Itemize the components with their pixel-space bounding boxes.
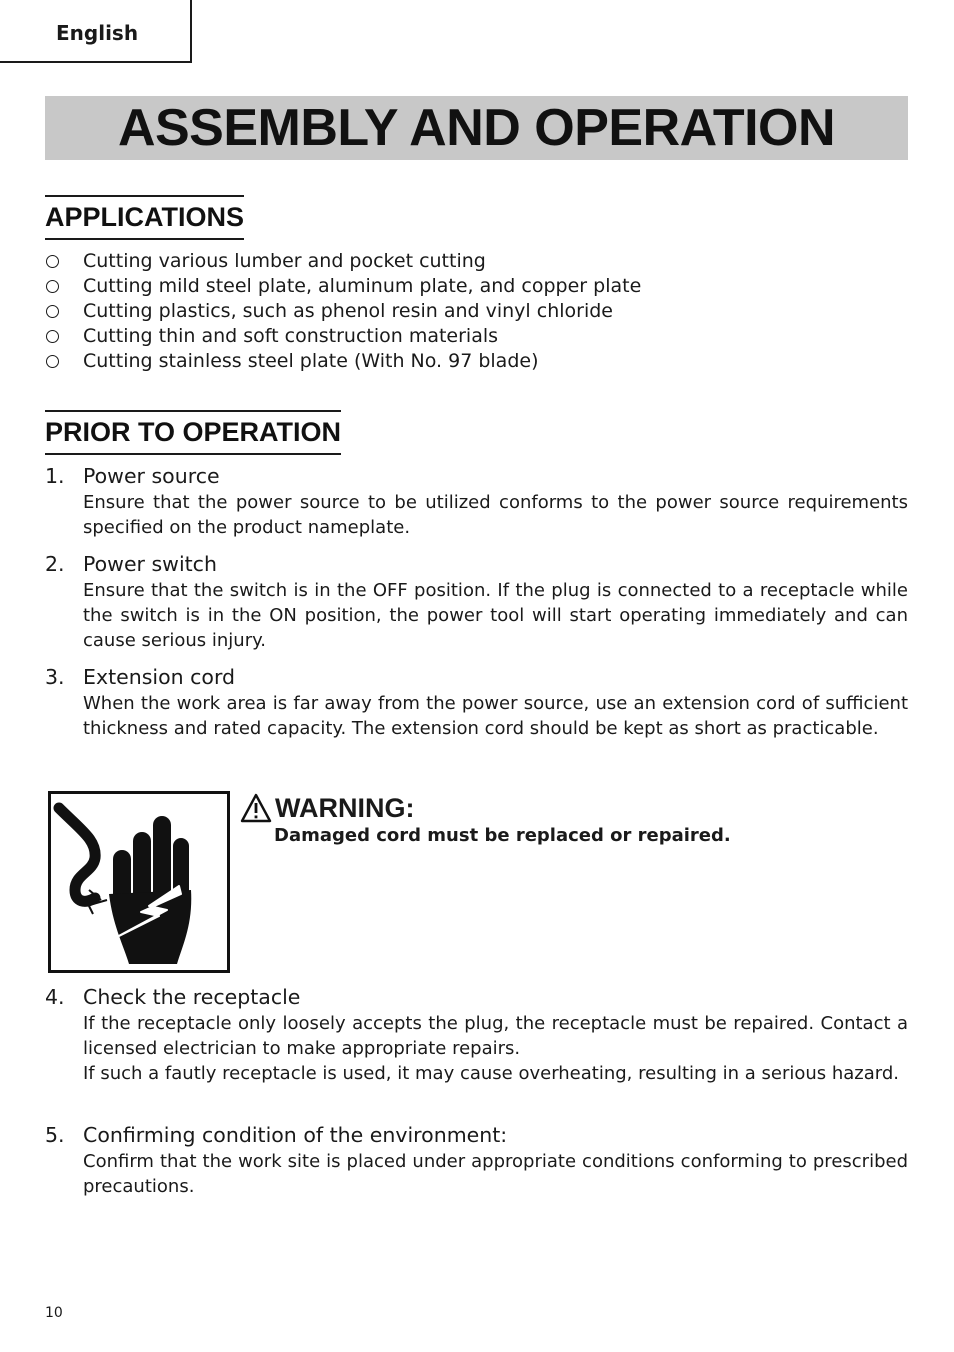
- list-item-text: Cutting mild steel plate, aluminum plate, and copper plate: [83, 275, 642, 297]
- list-item-text: Cutting various lumber and pocket cutting: [83, 250, 486, 272]
- item-number: 2.: [45, 552, 65, 576]
- warning-heading: [240, 792, 414, 824]
- item-paragraph: Confirm that the work site is placed under appropriate conditions conforming to prescribed precautions.: [83, 1151, 908, 1197]
- item-title: Extension cord: [83, 665, 236, 689]
- prior-to-operation-heading: PRIOR TO OPERATION: [45, 410, 341, 455]
- list-item: [45, 324, 908, 349]
- item-number: 5.: [45, 1123, 65, 1147]
- applications-list: [45, 249, 908, 374]
- page-number: 10: [45, 1305, 63, 1321]
- circle-bullet-icon: [46, 330, 59, 343]
- item-number: 3.: [45, 665, 65, 689]
- item-paragraph: When the work area is far away from the power source, use an extension cord of sufficient thickness and rated capacity. The extension cord should be kept as short as practicable.: [83, 693, 908, 739]
- page-title: ASSEMBLY AND OPERATION: [117, 99, 836, 157]
- warning-triangle-icon: [240, 793, 272, 823]
- circle-bullet-icon: [46, 305, 59, 318]
- circle-bullet-icon: [46, 255, 59, 268]
- warning-title: WARNING:: [275, 793, 415, 823]
- language-label: English: [56, 21, 139, 45]
- item-title: Power switch: [83, 552, 217, 576]
- item-title: Power source: [83, 464, 220, 488]
- item-paragraph: If such a fautly receptacle is used, it may cause overheating, resulting in a serious hazard.: [83, 1063, 900, 1084]
- list-item: [45, 299, 908, 324]
- item-body: [83, 1149, 908, 1199]
- item-body: [83, 1011, 908, 1086]
- list-item-text: Cutting thin and soft construction materials: [83, 325, 499, 347]
- list-item-text: Cutting stainless steel plate (With No. 97 blade): [83, 350, 539, 372]
- warning-text: Damaged cord must be replaced or repaired.: [274, 825, 731, 846]
- item-number: 1.: [45, 464, 65, 488]
- item-paragraph: Ensure that the switch is in the OFF position. If the plug is connected to a receptacle while the switch is in the ON position, the power tool will start operating immediately and can cause serious injury.: [83, 580, 908, 651]
- list-item: [45, 274, 908, 299]
- circle-bullet-icon: [46, 355, 59, 368]
- list-item: [45, 249, 908, 274]
- item-body: [83, 578, 908, 653]
- page-title-bar: [45, 96, 908, 160]
- language-tab: [0, 0, 192, 63]
- item-body: [83, 490, 908, 540]
- applications-heading: APPLICATIONS: [45, 195, 244, 240]
- item-body: [83, 691, 908, 741]
- item-number: 4.: [45, 985, 65, 1009]
- electric-shock-hand-icon: [48, 791, 230, 973]
- item-title: Confirming condition of the environment:: [83, 1123, 508, 1147]
- list-item: [45, 349, 908, 374]
- item-title: Check the receptacle: [83, 985, 301, 1009]
- list-item-text: Cutting plastics, such as phenol resin and vinyl chloride: [83, 300, 613, 322]
- item-paragraph: Ensure that the power source to be utilized conforms to the power source requirements specified on the product nameplate.: [83, 492, 908, 538]
- circle-bullet-icon: [46, 280, 59, 293]
- item-paragraph: If the receptacle only loosely accepts the plug, the receptacle must be repaired. Contact a licensed electrician to make appropriate repairs.: [83, 1013, 908, 1059]
